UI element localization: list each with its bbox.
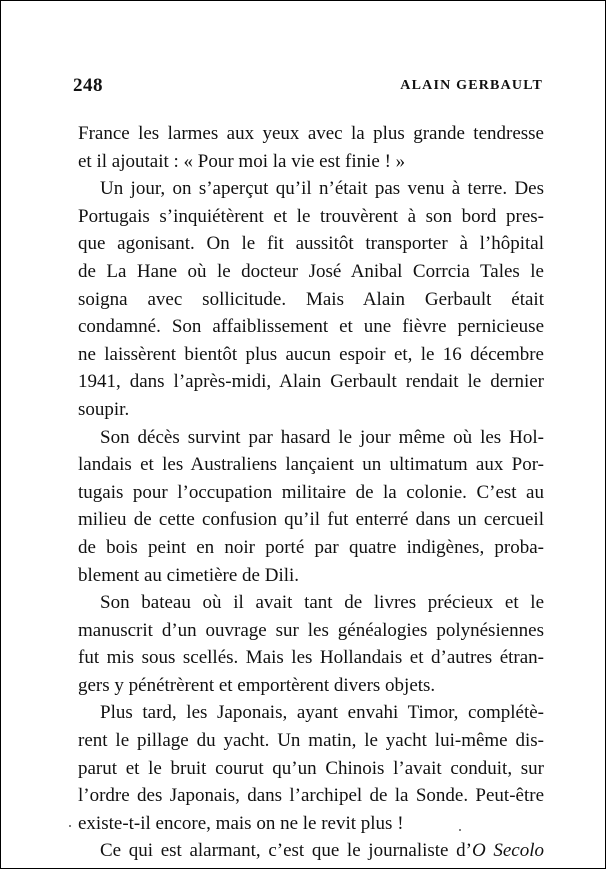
text-line <box>78 451 544 479</box>
text-line <box>78 506 544 534</box>
line-text: et il ajoutait : « Pour moi la vie est finie ! » <box>78 150 406 172</box>
text-line <box>78 396 544 424</box>
italic-title: O Secolo <box>471 840 544 862</box>
text-line <box>78 562 544 590</box>
line-text: l’ordre des Japonais, dans l’archipel de la Sonde. Peut-être <box>78 785 544 807</box>
line-text: manuscrit d’un ouvrage sur les généalogies polynésiennes <box>78 619 544 641</box>
line-text: soigna avec sollicitude. Mais Alain Gerbault était <box>78 288 544 310</box>
text-line <box>78 837 544 865</box>
line-text: gers y pénétrèrent et emportèrent divers objets. <box>78 674 436 696</box>
body-text <box>78 120 544 865</box>
text-line <box>78 589 544 617</box>
line-text: milieu de cette confusion qu’il fut enterré dans un cercueil <box>78 509 544 531</box>
line-text: landais et les Australiens lançaient un ultimatum aux Por- <box>78 454 544 476</box>
scan-speck <box>459 829 461 831</box>
line-text: Un jour, on s’aperçut qu’il n’était pas venu à terre. Des <box>100 178 544 200</box>
line-text: tugais pour l’occupation militaire de la colonie. C’est au <box>78 481 544 503</box>
text-line <box>78 286 544 314</box>
text-line <box>78 341 544 369</box>
line-text: condamné. Son affaiblissement et une fièvre pernicieuse <box>78 316 544 338</box>
line-text: blement au cimetière de Dili. <box>78 564 300 586</box>
line-text: Son bateau où il avait tant de livres précieux et le <box>100 592 544 614</box>
line-text: que agonisant. On le fit aussitôt transporter à l’hôpital <box>78 233 544 255</box>
page-number: 248 <box>73 75 103 96</box>
text-line <box>78 230 544 258</box>
line-text: rent le pillage du yacht. Un matin, le yacht lui-même dis- <box>78 730 544 752</box>
page-header <box>73 75 543 99</box>
line-text: de La Hane où le docteur José Anibal Corrcia Tales le <box>78 260 544 282</box>
text-line <box>78 479 544 507</box>
text-line <box>78 203 544 231</box>
text-line <box>78 148 544 176</box>
line-text: ne laissèrent bientôt plus aucun espoir et, le 16 décembre <box>78 343 544 365</box>
line-text: France les larmes aux yeux avec la plus grande tendresse <box>78 123 544 144</box>
text-line <box>78 755 544 783</box>
text-line <box>78 617 544 645</box>
text-line <box>78 782 544 810</box>
line-text: existe-t-il encore, mais on ne le revit plus ! <box>78 812 404 834</box>
text-line <box>78 699 544 727</box>
line-text: Portugais s’inquiétèrent et le trouvèrent à son bord pres- <box>78 205 544 227</box>
line-text: Son décès survint par hasard le jour même où les Hol- <box>100 426 544 448</box>
text-line <box>78 175 544 203</box>
line-text: fut mis sous scellés. Mais les Hollandais et d’autres étran- <box>78 647 544 669</box>
text-line <box>78 313 544 341</box>
text-line <box>78 368 544 396</box>
text-line <box>78 534 544 562</box>
line-text: soupir. <box>78 398 130 420</box>
line-text: Plus tard, les Japonais, ayant envahi Timor, complétè- <box>100 702 544 724</box>
text-line <box>78 810 544 838</box>
text-line <box>78 672 544 700</box>
line-text: parut et le bruit courut qu’un Chinois l’avait conduit, sur <box>78 757 544 779</box>
scan-speck <box>69 825 71 827</box>
text-line <box>78 644 544 672</box>
text-line <box>78 424 544 452</box>
running-head: ALAIN GERBAULT <box>400 78 543 93</box>
text-line <box>78 727 544 755</box>
text-line <box>78 258 544 286</box>
line-text: de bois peint en noir porté par quatre indigènes, proba- <box>78 536 544 558</box>
text-line <box>78 120 544 148</box>
line-text: 1941, dans l’après-midi, Alain Gerbault rendait le dernier <box>78 371 544 393</box>
line-text: Ce qui est alarmant, c’est que le journaliste d’ <box>100 840 472 862</box>
